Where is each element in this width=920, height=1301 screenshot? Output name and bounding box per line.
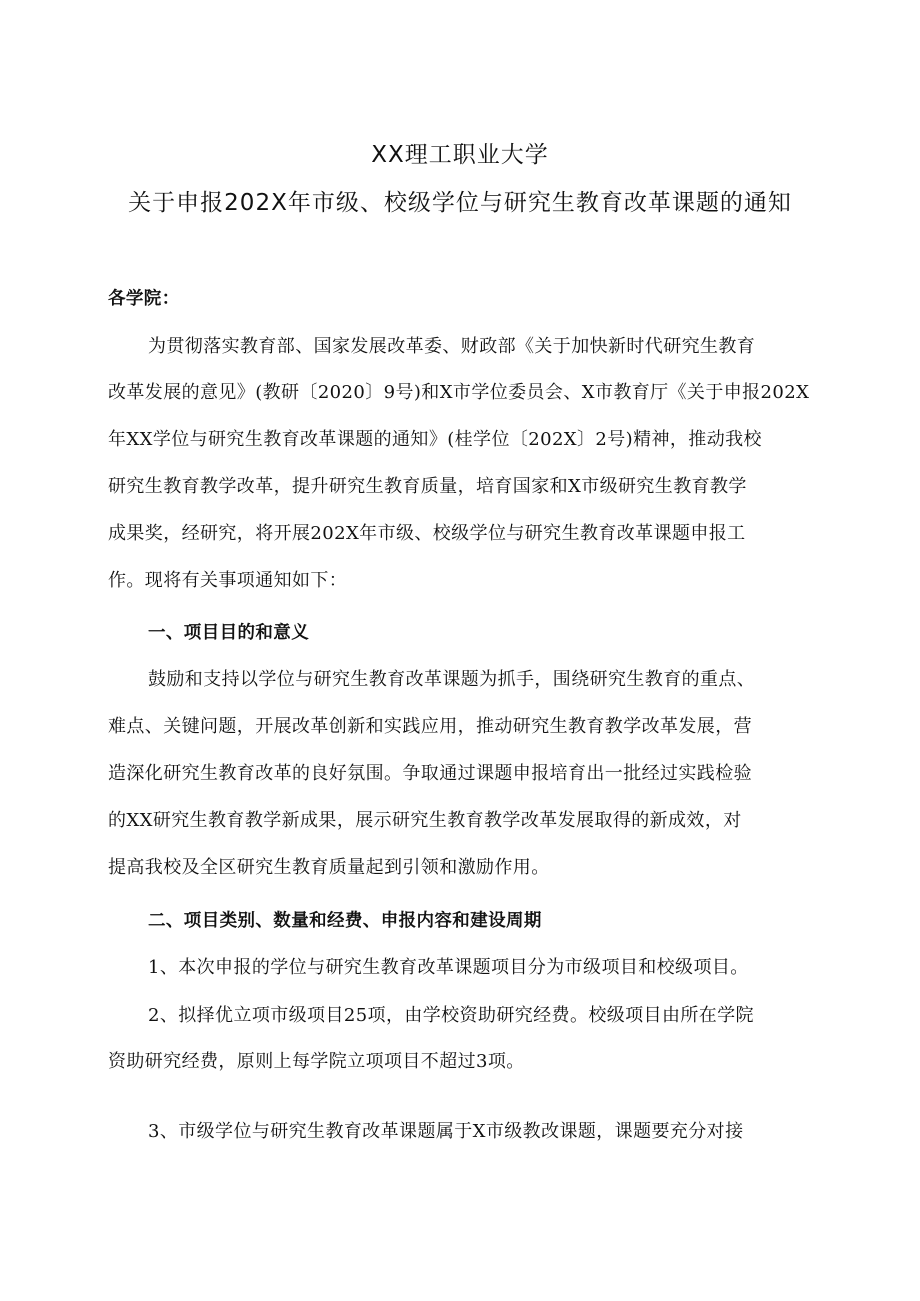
section1-line: 提高我校及全区研究生教育质量起到引领和激励作用。 xyxy=(108,857,550,878)
section1-line: 难点、关键问题，开展改革创新和实践应用，推动研究生教育教学改革发展，营 xyxy=(108,716,752,737)
document-title-institution: XX理工职业大学 xyxy=(371,142,549,168)
section1-line: 的XX研究生教育教学新成果，展示研究生教育教学改革发展取得的新成效，对 xyxy=(108,810,742,831)
intro-line: 为贯彻落实教育部、国家发展改革委、财政部《关于加快新时代研究生教育 xyxy=(148,336,756,357)
intro-line: 研究生教育教学改革，提升研究生教育质量，培育国家和X市级研究生教育教学 xyxy=(108,476,747,497)
section1-heading: 一、项目目的和意义 xyxy=(148,623,310,643)
intro-line: 改革发展的意见》(教研〔2020〕9号)和X市学位委员会、X市教育厅《关于申报202X xyxy=(108,382,810,403)
section2-heading: 二、项目类别、数量和经费、申报内容和建设周期 xyxy=(148,911,542,931)
intro-line: 成果奖，经研究，将开展202X年市级、校级学位与研究生教育改革课题申报工 xyxy=(108,523,746,544)
section2-item1: 1、本次申报的学位与研究生教育改革课题项目分为市级项目和校级项目。 xyxy=(148,957,749,978)
section2-item2-line: 资助研究经费，原则上每学院立项项目不超过3项。 xyxy=(108,1051,525,1072)
salutation: 各学院： xyxy=(108,289,180,309)
section1-line: 造深化研究生教育改革的良好氛围。争取通过课题申报培育出一批经过实践检验 xyxy=(108,763,752,784)
intro-line: 作。现将有关事项通知如下： xyxy=(108,570,348,591)
section2-item2-line: 2、拟择优立项市级项目25项，由学校资助研究经费。校级项目由所在学院 xyxy=(148,1005,754,1026)
section2-item3: 3、市级学位与研究生教育改革课题属于X市级教改课题，课题要充分对接 xyxy=(148,1121,744,1142)
document-title-notice: 关于申报202X年市级、校级学位与研究生教育改革课题的通知 xyxy=(128,190,792,216)
intro-line: 年XX学位与研究生教育改革课题的通知》(桂学位〔202X〕2号)精神，推动我校 xyxy=(108,429,762,450)
section1-line: 鼓励和支持以学位与研究生教育改革课题为抓手，围绕研究生教育的重点、 xyxy=(148,669,756,690)
